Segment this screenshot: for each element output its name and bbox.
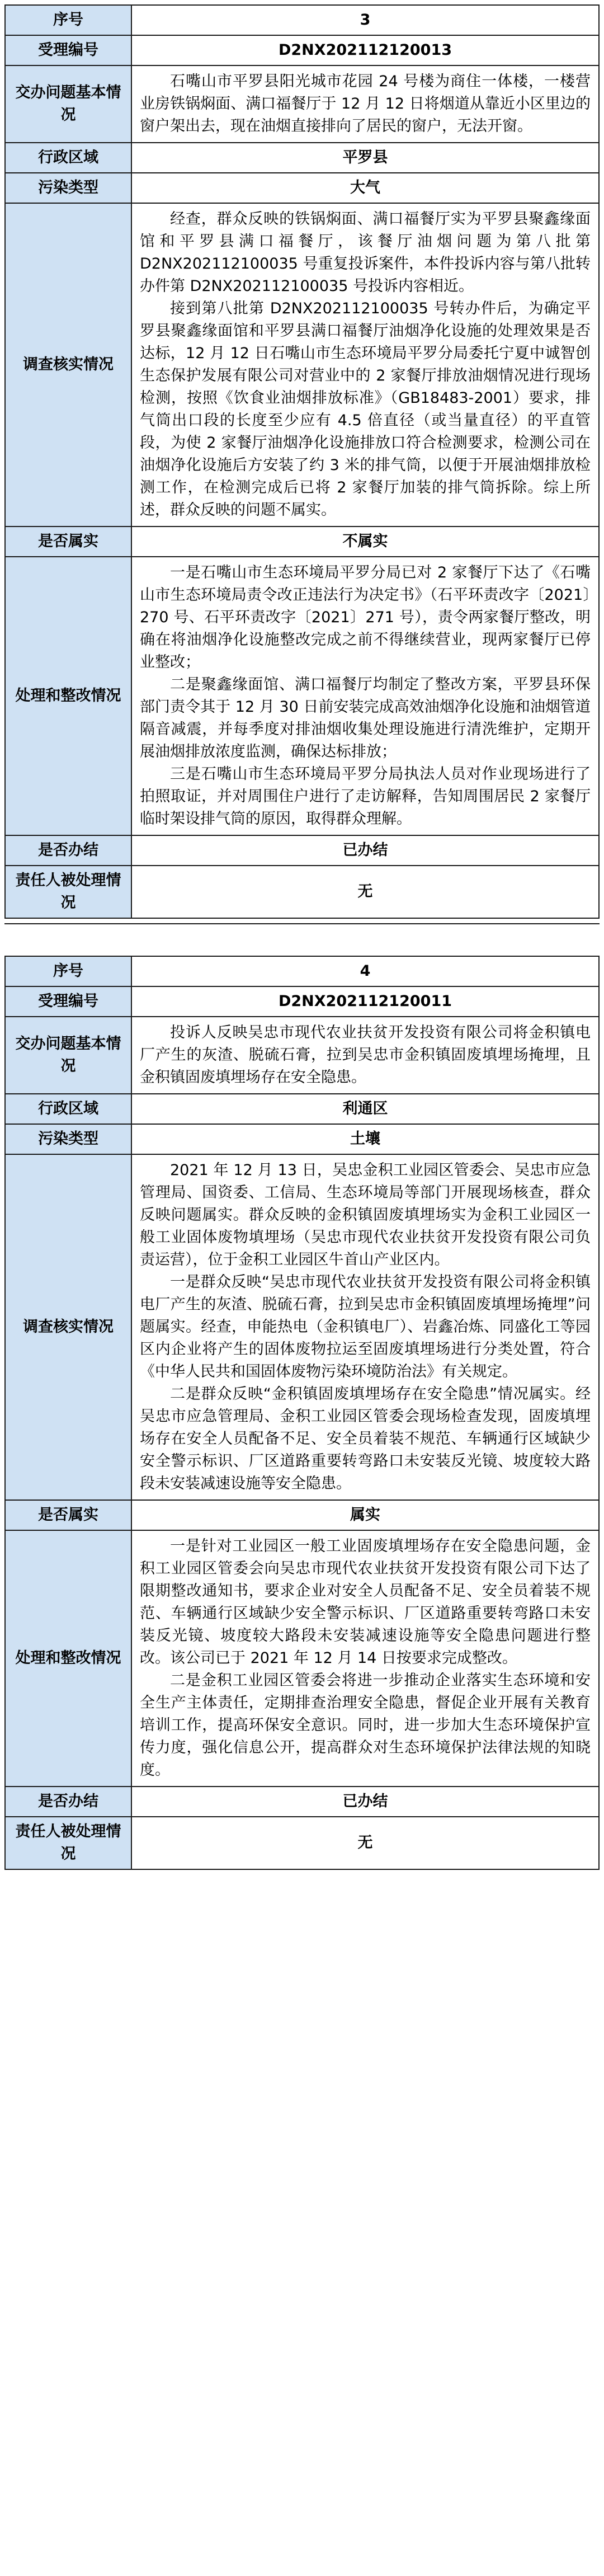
row-id <box>5 986 599 1017</box>
survey-paragraph: 接到第八批第 D2NX202112100035 号转办件后，为确定平罗县聚鑫缘面馆和平罗县满口福餐厅油烟净化设施的处理效果是否达标，12 月 12 日石嘴山市生态环境局平罗分局委托宁夏中诚智创生态保护发展有限公司对营业中的 2 家餐厅排放油烟情况进行现场检测，按照《饮食业油烟排放标准》（GB18483-2001）要求，排气筒出口段的长度至少应有 4.5 倍直径（或当量直径）的平直管段，为使 2 家餐厅油烟净化设施排放口符合检测要求，检测公司在油烟净化设施后方安装了约 3 米的排气筒，以便于开展油烟排放检测工作，在检测完成后已将 2 家餐厅加装的排气筒拆除。综上所述，群众反映的问题不属实。 <box>140 300 591 519</box>
label-id: 受理编号 <box>5 986 131 1017</box>
label-problem: 交办问题基本情况 <box>5 1017 131 1094</box>
problem-text: 投诉人反映吴忠市现代农业扶贫开发投资有限公司将金积镇电厂产生的灰渣、脱硫石膏，拉到吴忠市金积镇固废填埋场掩埋，且金积镇固废填埋场存在安全隐患。 <box>140 1024 591 1086</box>
case-table-3 <box>4 4 600 919</box>
value-id: D2NX202112120013 <box>131 35 599 65</box>
label-handle: 处理和整改情况 <box>5 557 131 835</box>
value-survey <box>131 203 599 527</box>
survey-paragraph: 2021 年 12 月 13 日，吴忠金积工业园区管委会、吴忠市应急管理局、国资委、工信局、生态环境局等部门开展现场核查，群众反映问题属实。群众反映的金积镇固废填埋场实为金积工业园区一般工业固体废物填埋场（吴忠市现代农业扶贫开发投资有限公司负责运营），位于金积工业园区牛首山产业区内。 <box>140 1162 591 1268</box>
survey-paragraph: 一是群众反映“吴忠市现代农业扶贫开发投资有限公司将金积镇电厂产生的灰渣、脱硫石膏，拉到吴忠市金积镇固废填埋场掩埋”问题属实。经查，申能热电（金积镇电厂）、岩鑫冶炼、同盛化工等园区内企业将产生的固体废物拉运至固废填埋场进行分类处置，符合《中华人民共和国固体废物污染环境防治法》有关规定。 <box>140 1273 591 1380</box>
problem-text: 石嘴山市平罗县阳光城市花园 24 号楼为商住一体楼，一楼营业房铁锅焖面、满口福餐厅于 12 月 12 日将烟道从靠近小区里边的窗户架出去，现在油烟直接排向了居民的窗户，无法开窗。 <box>140 73 591 135</box>
label-type: 污染类型 <box>5 173 131 203</box>
row-id <box>5 35 599 65</box>
value-done: 已办结 <box>131 1787 599 1817</box>
row-handle <box>5 1530 599 1787</box>
label-region: 行政区域 <box>5 1094 131 1124</box>
row-true <box>5 527 599 557</box>
row-done <box>5 835 599 866</box>
row-problem <box>5 65 599 143</box>
case-table-4 <box>4 956 600 1870</box>
row-seq <box>5 956 599 986</box>
value-handle <box>131 1530 599 1787</box>
label-seq: 序号 <box>5 5 131 35</box>
value-survey <box>131 1154 599 1500</box>
label-handle: 处理和整改情况 <box>5 1530 131 1787</box>
label-true: 是否属实 <box>5 1500 131 1530</box>
survey-paragraph: 二是群众反映“金积镇固废填埋场存在安全隐患”情况属实。经吴忠市应急管理局、金积工业园区管委会现场检查发现，固废填埋场存在安全人员配备不足、安全员着装不规范、车辆通行区域缺少安全警示标识、厂区道路重要转弯路口未安装反光镜、坡度较大路段未安装减速设施等安全隐患。 <box>140 1385 591 1492</box>
row-person <box>5 1817 599 1869</box>
label-done: 是否办结 <box>5 1787 131 1817</box>
row-person <box>5 866 599 918</box>
row-region <box>5 1094 599 1124</box>
value-id: D2NX202112120011 <box>131 986 599 1017</box>
value-true: 属实 <box>131 1500 599 1530</box>
value-seq: 4 <box>131 956 599 986</box>
value-true: 不属实 <box>131 527 599 557</box>
value-type: 大气 <box>131 173 599 203</box>
value-seq: 3 <box>131 5 599 35</box>
row-done <box>5 1787 599 1817</box>
value-problem <box>131 1017 599 1094</box>
label-region: 行政区域 <box>5 143 131 173</box>
value-person: 无 <box>131 866 599 918</box>
row-region <box>5 143 599 173</box>
survey-paragraph: 经查，群众反映的铁锅焖面、满口福餐厅实为平罗县聚鑫缘面馆和平罗县满口福餐厅，该餐厅油烟问题为第八批第 D2NX202112100035 号重复投诉案件，本件投诉内容与第八批转办件第 D2NX202112100035 号投诉内容相近。 <box>140 210 591 295</box>
row-problem <box>5 1017 599 1094</box>
label-done: 是否办结 <box>5 835 131 866</box>
handle-paragraph: 二是金积工业园区管委会将进一步推动企业落实生态环境和安全生产主体责任，定期排查治理安全隐患，督促企业开展有关教育培训工作，提高环保安全意识。同时，进一步加大生态环境保护宣传力度，强化信息公开，提高群众对生态环境保护法律法规的知晓度。 <box>140 1672 591 1779</box>
value-person: 无 <box>131 1817 599 1869</box>
label-true: 是否属实 <box>5 527 131 557</box>
row-handle <box>5 557 599 835</box>
handle-paragraph: 二是聚鑫缘面馆、满口福餐厅均制定了整改方案，平罗县环保部门责令其于 12 月 30 日前安装完成高效油烟净化设施和油烟管道隔音减震，并每季度对排油烟收集处理设施进行清洗维护，定期开展油烟排放浓度监测，确保达标排放； <box>140 676 591 760</box>
row-survey <box>5 203 599 527</box>
row-type <box>5 1124 599 1154</box>
label-problem: 交办问题基本情况 <box>5 65 131 143</box>
row-survey <box>5 1154 599 1500</box>
handle-paragraph: 一是针对工业园区一般工业固废填埋场存在安全隐患问题，金积工业园区管委会向吴忠市现代农业扶贫开发投资有限公司下达了限期整改通知书，要求企业对安全人员配备不足、安全员着装不规范、车辆通行区域缺少安全警示标识、厂区道路重要转弯路口未安装反光镜、坡度较大路段未安装减速设施等安全隐患问题进行整改。该公司已于 2021 年 12 月 14 日按要求完成整改。 <box>140 1538 591 1667</box>
value-handle <box>131 557 599 835</box>
case-divider <box>4 923 600 951</box>
value-done: 已办结 <box>131 835 599 866</box>
label-survey: 调查核实情况 <box>5 203 131 527</box>
handle-paragraph: 三是石嘴山市生态环境局平罗分局执法人员对作业现场进行了拍照取证，并对周围住户进行了走访解释，告知周围居民 2 家餐厅临时架设排气筒的原因，取得群众理解。 <box>140 765 591 828</box>
label-person: 责任人被处理情况 <box>5 866 131 918</box>
label-type: 污染类型 <box>5 1124 131 1154</box>
handle-paragraph: 一是石嘴山市生态环境局平罗分局已对 2 家餐厅下达了《石嘴山市生态环境局责令改正违法行为决定书》（石平环责改字〔2021〕270 号、石平环责改字〔2021〕271 号），责令两家餐厅整改，明确在将油烟净化设施整改完成之前不得继续营业，现两家餐厅已停业整改； <box>140 564 591 671</box>
value-problem <box>131 65 599 143</box>
label-seq: 序号 <box>5 956 131 986</box>
value-region: 利通区 <box>131 1094 599 1124</box>
value-region: 平罗县 <box>131 143 599 173</box>
row-type <box>5 173 599 203</box>
value-type: 土壤 <box>131 1124 599 1154</box>
label-person: 责任人被处理情况 <box>5 1817 131 1869</box>
label-survey: 调查核实情况 <box>5 1154 131 1500</box>
label-id: 受理编号 <box>5 35 131 65</box>
row-true <box>5 1500 599 1530</box>
page <box>0 4 604 1870</box>
row-seq <box>5 5 599 35</box>
